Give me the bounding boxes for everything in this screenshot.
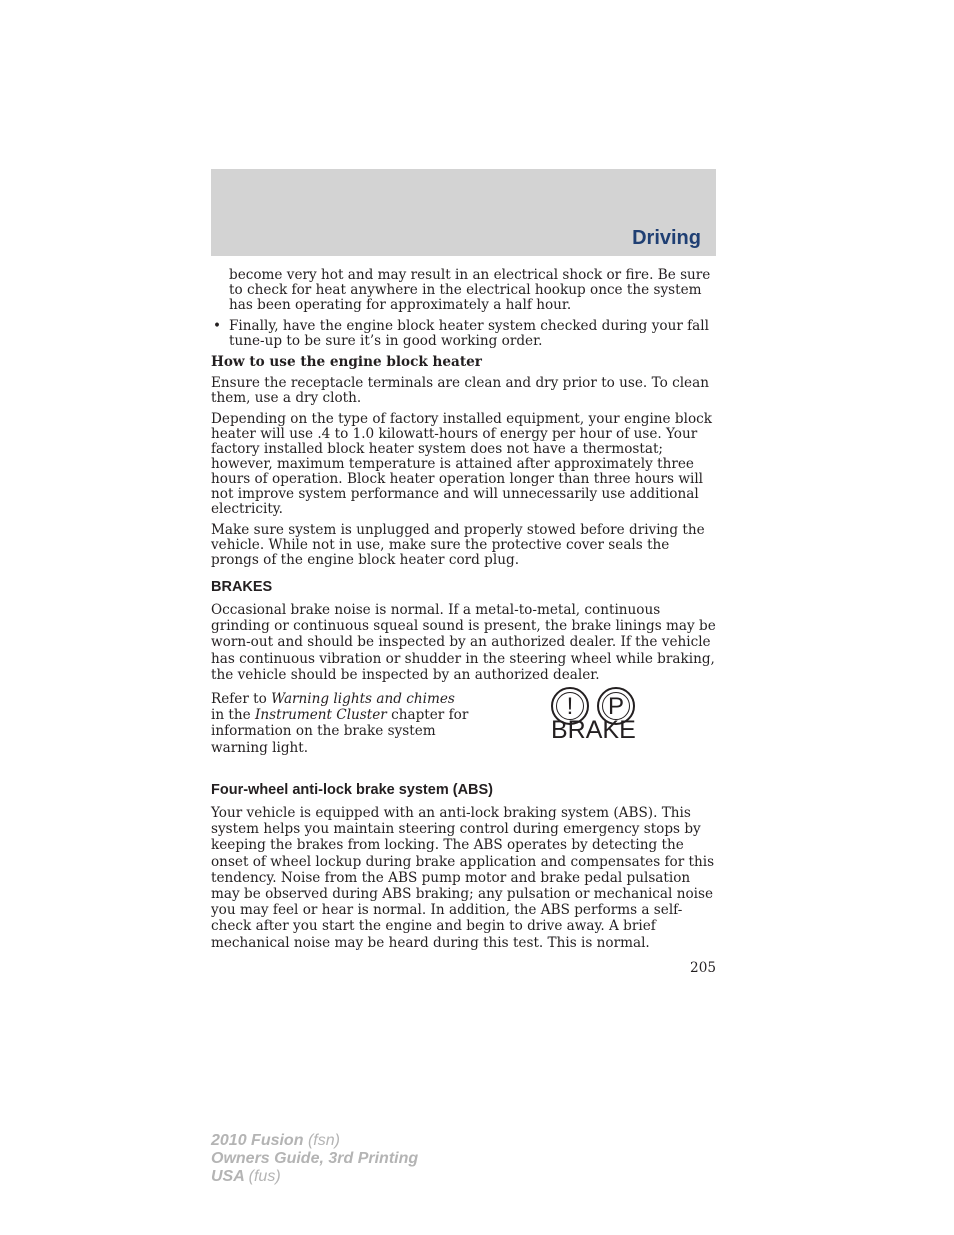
warning-lights-reference: Warning lights and chimes bbox=[271, 691, 455, 708]
energy-use-paragraph: Depending on the type of factory installed equipment, your engine block heater will use .4 to 1.0 kilowatt-hours of energy per hour of use. Your factory installed block heater system does not have a thermostat; however, maximum temperature is attained after approximately three hours of operation. Block heater operation longer than three hours will not improve system performance and will unnecessarily use additional electricity. bbox=[211, 411, 713, 517]
refer-middle: in the bbox=[211, 707, 256, 724]
section-title: Driving bbox=[632, 227, 701, 249]
bullet-item bbox=[211, 319, 716, 349]
unplug-paragraph: Make sure system is unplugged and properly stowed before driving the vehicle. While not in use, make sure the protective cover seals the prongs of the engine block heater cord plug. bbox=[211, 522, 705, 568]
page-number: 205 bbox=[690, 960, 716, 976]
clean-terminals-paragraph: Ensure the receptacle terminals are clean and dry prior to use. To clean them, use a dry cloth. bbox=[211, 375, 709, 406]
footer-region-code: (fus) bbox=[248, 1168, 281, 1185]
bullet-dot: • bbox=[213, 318, 222, 334]
footer-region: USA bbox=[211, 1168, 245, 1185]
brake-label: BRAKE bbox=[551, 716, 636, 745]
footer-model-code: (fsn) bbox=[307, 1132, 340, 1149]
page-content bbox=[211, 268, 716, 957]
how-to-heading: How to use the engine block heater bbox=[211, 354, 482, 370]
parking-circle-icon: P bbox=[597, 687, 635, 725]
footer-model-line bbox=[211, 1132, 418, 1150]
refer-suffix: chapter for information on the brake system warning light. bbox=[211, 707, 469, 756]
brakes-heading: BRAKES bbox=[211, 579, 273, 595]
refer-text bbox=[211, 691, 471, 756]
section-header-band bbox=[211, 169, 716, 256]
refer-block bbox=[211, 691, 716, 771]
brakes-paragraph: Occasional brake noise is normal. If a metal-to-metal, continuous grinding or continuous squeal sound is present, the brake linings may be worn-out and should be inspected by an authorized dealer. If the vehicle has continuous vibration or shudder in the steering wheel while braking, the vehicle should be inspected by an authorized dealer. bbox=[211, 602, 716, 683]
footer bbox=[211, 1132, 418, 1186]
exclamation-circle-icon: ! bbox=[551, 687, 589, 725]
continuation-paragraph: become very hot and may result in an electrical shock or fire. Be sure to check for heat anywhere in the electrical hookup once the system has been operating for approximately a half hour. bbox=[229, 267, 711, 313]
bullet-text: Finally, have the engine block heater system checked during your fall tune-up to be sure it’s in good working order. bbox=[229, 318, 709, 349]
footer-model: 2010 Fusion bbox=[211, 1132, 304, 1149]
brake-warning-icon bbox=[551, 687, 651, 752]
refer-prefix: Refer to bbox=[211, 691, 272, 708]
abs-paragraph: Your vehicle is equipped with an anti-lock braking system (ABS). This system helps you maintain steering control during emergency stops by keeping the brakes from locking. The ABS operates by detecting the onset of wheel lockup during brake application and compensates for this tendency. Noise from the ABS pump motor and brake pedal pulsation may be observed during ABS braking; any pulsation or mechanical noise you may feel or hear is normal. In addition, the ABS performs a self-check after you start the engine and begin to drive away. A brief mechanical noise may be heard during this test. This is normal. bbox=[211, 805, 715, 951]
footer-region-line bbox=[211, 1168, 418, 1186]
instrument-cluster-reference: Instrument Cluster bbox=[255, 707, 387, 724]
footer-guide-line: Owners Guide, 3rd Printing bbox=[211, 1150, 419, 1167]
abs-heading: Four-wheel anti-lock brake system (ABS) bbox=[211, 782, 494, 799]
